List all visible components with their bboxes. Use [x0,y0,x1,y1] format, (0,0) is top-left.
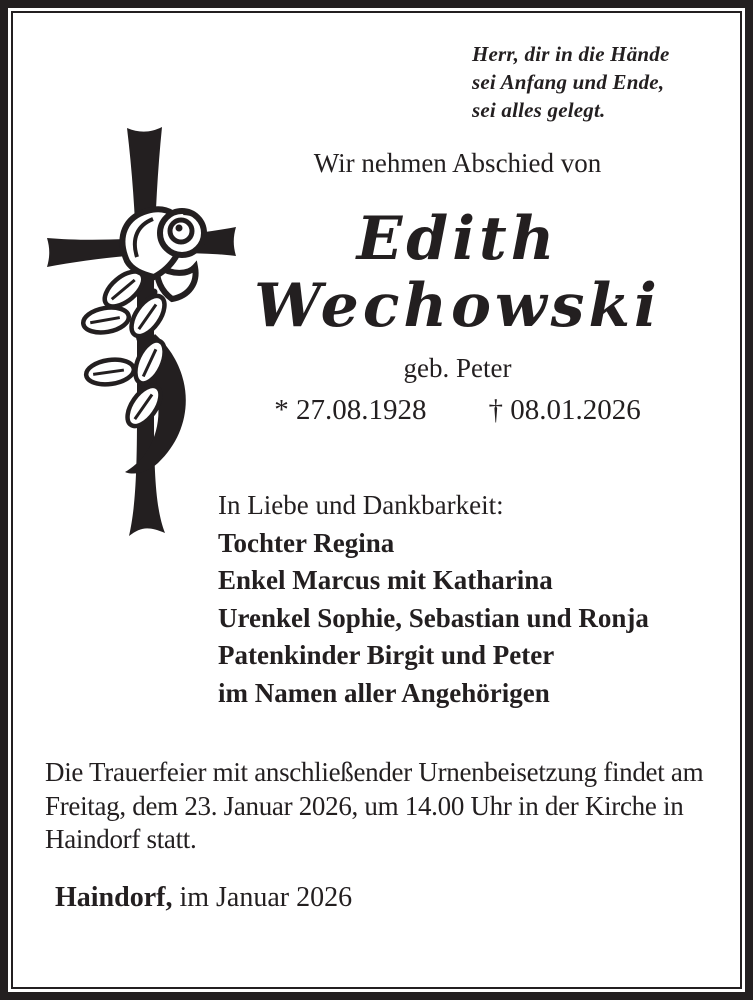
maiden-name: geb. Peter [403,353,512,383]
funeral-notice: Die Trauerfeier mit anschließender Urnenbeisetzung findet am Freitag, dem 23. Januar 2026, um 14.00 Uhr in der Kirche in Haindorf statt. [45,757,704,854]
deceased-name [160,206,753,340]
dateline-text: im Januar 2026 [172,882,353,913]
mourner-line: Patenkinder Birgit und Peter [218,640,555,670]
deceased-last-name: Wechowski [254,271,661,341]
mourners-lead: In Liebe und Dankbarkeit: [218,490,504,520]
mourner-line: Enkel Marcus mit Katharina [218,565,553,595]
deceased-first-name: Edith [356,204,559,274]
dateline [55,882,352,914]
epigraph-line: Herr, dir in die Hände [472,42,670,66]
mourners-list [218,487,649,712]
life-dates [210,394,705,427]
dateline-place: Haindorf, [55,882,173,913]
mourner-line: im Namen aller Angehörigen [218,677,550,708]
intro-line: Wir nehmen Abschied von [313,148,602,178]
epigraph [472,40,670,124]
mourner-line: Urenkel Sophie, Sebastian und Ronja [218,602,649,633]
death-date: † 08.01.2026 [488,394,641,426]
rose-leaf [81,265,171,432]
mourner-line: Tochter Regina [218,527,395,558]
birth-date: * 27.08.1928 [274,394,427,426]
epigraph-line: sei alles gelegt. [472,98,606,122]
epigraph-line: sei Anfang und Ende, [472,70,665,94]
